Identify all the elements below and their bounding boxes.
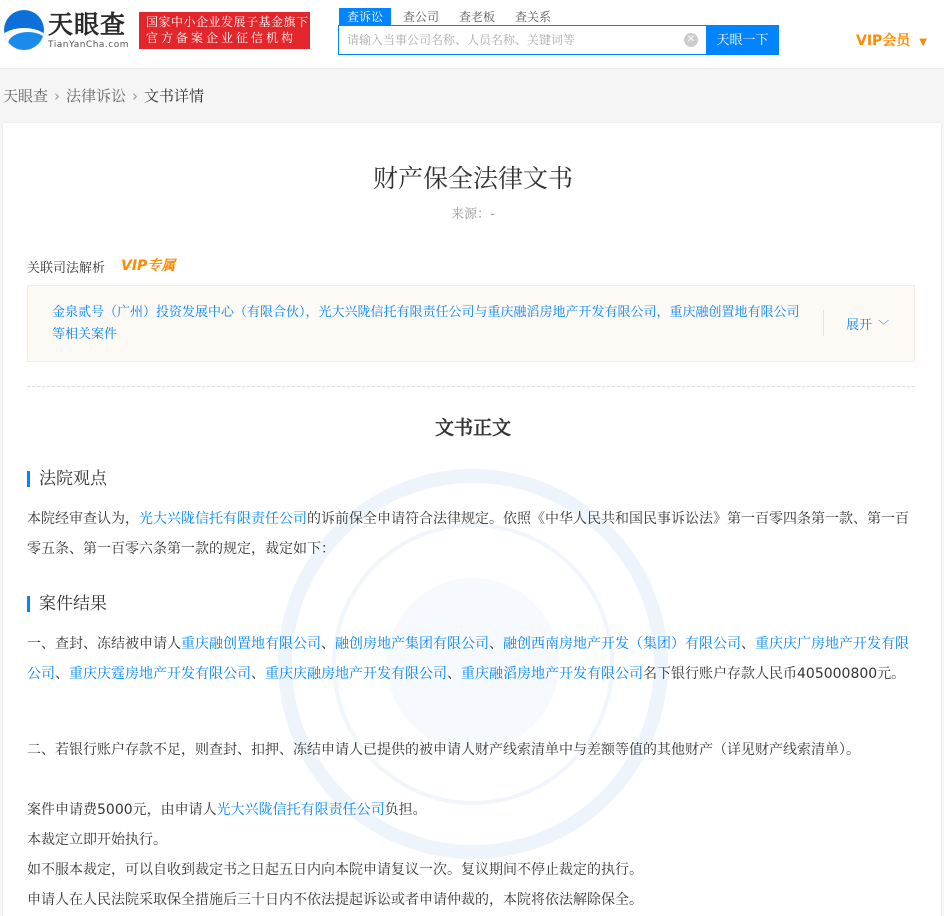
company-link[interactable]: 重庆庆霆房地产开发有限公司 [69, 666, 251, 682]
assoc-label: 关联司法解析 [27, 261, 106, 276]
breadcrumb-home[interactable]: 天眼查 [3, 87, 49, 105]
logo-text: 天眼查 [48, 10, 127, 39]
vip-exclusive-tag: VIP专属 [121, 258, 176, 274]
search-box [338, 25, 779, 55]
chevron-right-icon: › [132, 87, 139, 105]
text-segment: 、 [55, 666, 69, 682]
logo-domain: TianYanCha.com [48, 40, 130, 50]
search-tabs [339, 6, 563, 24]
text-segment: 案件申请费5000元，由申请人 [27, 802, 217, 818]
company-link[interactable]: 重庆融滔房地产开发有限公司 [461, 666, 643, 682]
release-line: 申请人在人民法院采取保全措施后三十日内不依法提起诉讼或者申请仲裁的，本院将依法解除保全。 [27, 892, 643, 908]
top-header [0, 0, 944, 69]
result-paragraph-1 [27, 629, 917, 689]
tab-lawsuit[interactable]: 查诉讼 [339, 8, 391, 26]
fee-line [27, 795, 917, 825]
search-button[interactable]: 天眼一下 [706, 25, 779, 55]
case-result-heading: 案件结果 [27, 595, 107, 613]
text-segment: 、 [489, 636, 503, 652]
tab-company[interactable]: 查公司 [403, 10, 440, 24]
badge-line1: 国家中小企业发展子基金旗下 [146, 15, 309, 29]
vip-member-link[interactable] [856, 30, 927, 50]
text-segment: 、 [447, 666, 461, 682]
text-segment: 负担。 [384, 802, 427, 818]
breadcrumb-lawsuit[interactable]: 法律诉讼 [66, 87, 127, 105]
logo[interactable] [4, 10, 132, 54]
text-segment: 、 [251, 666, 265, 682]
text-segment: 、 [321, 636, 335, 652]
company-link[interactable]: 融创西南房地产开发（集团）有限公司 [503, 636, 741, 652]
expand-label: 展开 [846, 318, 873, 333]
company-link[interactable]: 光大兴陇信托有限责任公司 [216, 802, 385, 818]
text-segment: 一、查封、冻结被申请人 [27, 636, 181, 652]
caret-down-icon: ▼ [919, 37, 927, 48]
company-link[interactable]: 重庆庆广房地产开发有限公司 [27, 636, 909, 682]
text-segment: 本院经审查认为， [27, 511, 139, 527]
official-badge [139, 12, 310, 49]
vip-link-label: VIP会员 [856, 33, 911, 49]
search-input[interactable] [339, 26, 689, 54]
breadcrumb [3, 85, 204, 106]
assoc-cases-box [27, 285, 915, 362]
document-card [2, 122, 942, 916]
review-line: 如不服本裁定，可以自收到裁定书之日起五日内向本院申请复议一次。复议期间不停止裁定的执行。 [27, 862, 643, 878]
eye-logo-icon [4, 10, 44, 50]
exec-line: 本裁定立即开始执行。 [27, 832, 167, 848]
text-segment: 的诉前保全申请符合法律规定。依照《中华人民共和国民事诉讼法》第一百零四条第一款、第一百零五条、第一百零六条第一款的规定，裁定如下： [27, 511, 909, 557]
expand-button[interactable] [846, 314, 889, 333]
clear-icon[interactable]: ✕ [684, 33, 698, 47]
company-link[interactable]: 融创房地产集团有限公司 [335, 636, 489, 652]
chevron-down-icon: ﹀ [878, 319, 890, 332]
breadcrumb-current: 文书详情 [144, 87, 205, 105]
text-segment: 、 [741, 636, 755, 652]
badge-line2: 官方备案企业征信机构 [146, 31, 297, 45]
result-paragraph-2: 二、若银行账户存款不足，则查封、扣押、冻结申请人已提供的被申请人财产线索清单中与差额等值的其他财产（详见财产线索清单）。 [27, 742, 860, 758]
text-segment: 名下银行账户存款人民币405000800元。 [643, 666, 906, 682]
chevron-right-icon: › [54, 87, 61, 105]
company-link[interactable]: 光大兴陇信托有限责任公司 [139, 511, 307, 527]
divider [27, 386, 915, 387]
page-title: 财产保全法律文书 [372, 164, 573, 193]
company-link[interactable]: 重庆庆融房地产开发有限公司 [265, 666, 447, 682]
assoc-cases-link[interactable]: 金泉贰号（广州）投资发展中心（有限合伙），光大兴陇信托有限责任公司与重庆融滔房地产开发有限公司，重庆融创置地有限公司等相关案件 [52, 305, 800, 342]
company-link[interactable]: 重庆融创置地有限公司 [181, 636, 321, 652]
court-view-text [27, 504, 917, 564]
tab-relation[interactable]: 查关系 [515, 10, 552, 24]
tab-boss[interactable]: 查老板 [459, 10, 496, 24]
court-view-heading: 法院观点 [27, 470, 107, 488]
section-title: 文书正文 [434, 417, 511, 439]
doc-source: 来源：- [451, 207, 495, 222]
divider [823, 310, 824, 336]
